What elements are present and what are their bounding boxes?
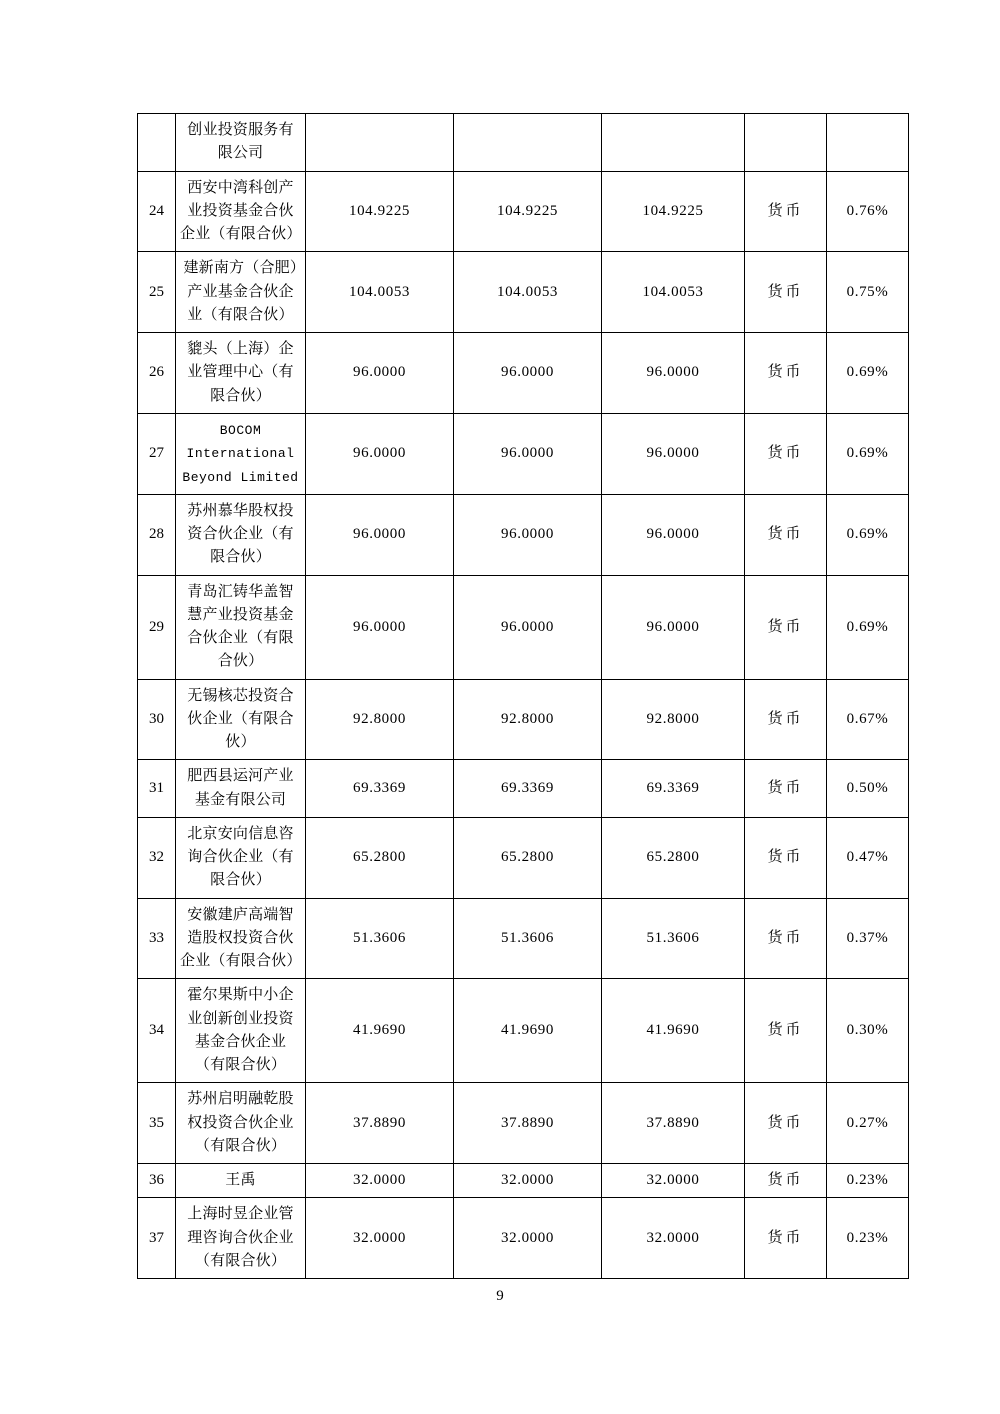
cell-subscribed-amount: 65.2800 [306, 817, 454, 898]
cell-amount: 96.0000 [602, 413, 745, 494]
cell-contribution-type: 货币 [745, 760, 827, 818]
cell-contribution-type: 货币 [745, 333, 827, 414]
cell-subscribed-amount [306, 114, 454, 172]
table-row [138, 252, 909, 333]
cell-subscribed-amount: 92.8000 [306, 679, 454, 760]
cell-amount: 104.0053 [602, 252, 745, 333]
cell-amount: 92.8000 [602, 679, 745, 760]
cell-amount: 104.9225 [602, 171, 745, 252]
cell-subscribed-amount: 41.9690 [306, 979, 454, 1083]
cell-name: 貔头（上海）企业管理中心（有限合伙） [176, 333, 306, 414]
cell-ownership-percent: 0.23% [827, 1198, 909, 1279]
cell-index: 26 [138, 333, 176, 414]
cell-index: 29 [138, 575, 176, 679]
cell-subscribed-amount: 96.0000 [306, 333, 454, 414]
cell-contribution-type: 货币 [745, 575, 827, 679]
cell-index: 32 [138, 817, 176, 898]
table-row [138, 494, 909, 575]
cell-name: 青岛汇铸华盖智慧产业投资基金合伙企业（有限合伙） [176, 575, 306, 679]
cell-name: 上海时昱企业管理咨询合伙企业（有限合伙） [176, 1198, 306, 1279]
cell-contribution-type: 货币 [745, 413, 827, 494]
cell-paid-amount: 96.0000 [454, 575, 602, 679]
cell-amount: 32.0000 [602, 1198, 745, 1279]
cell-index: 28 [138, 494, 176, 575]
cell-contribution-type: 货币 [745, 494, 827, 575]
cell-contribution-type [745, 114, 827, 172]
table-row [138, 171, 909, 252]
cell-name: 霍尔果斯中小企业创新创业投资基金合伙企业（有限合伙） [176, 979, 306, 1083]
cell-subscribed-amount: 96.0000 [306, 494, 454, 575]
cell-name: 建新南方（合肥）产业基金合伙企业（有限合伙） [176, 252, 306, 333]
table-row [138, 817, 909, 898]
cell-index: 24 [138, 171, 176, 252]
cell-subscribed-amount: 104.9225 [306, 171, 454, 252]
shareholder-table [137, 113, 909, 1279]
cell-contribution-type: 货币 [745, 979, 827, 1083]
cell-amount: 51.3606 [602, 898, 745, 979]
cell-ownership-percent: 0.37% [827, 898, 909, 979]
cell-paid-amount: 104.0053 [454, 252, 602, 333]
table-row [138, 1083, 909, 1164]
table-row [138, 760, 909, 818]
cell-index: 27 [138, 413, 176, 494]
cell-amount: 96.0000 [602, 494, 745, 575]
table-row [138, 898, 909, 979]
cell-index: 31 [138, 760, 176, 818]
cell-paid-amount: 37.8890 [454, 1083, 602, 1164]
table-row [138, 413, 909, 494]
cell-amount [602, 114, 745, 172]
table-row [138, 1198, 909, 1279]
cell-index: 30 [138, 679, 176, 760]
cell-amount: 37.8890 [602, 1083, 745, 1164]
cell-contribution-type: 货币 [745, 1164, 827, 1198]
cell-index: 35 [138, 1083, 176, 1164]
cell-index: 34 [138, 979, 176, 1083]
cell-paid-amount: 32.0000 [454, 1198, 602, 1279]
cell-paid-amount: 96.0000 [454, 413, 602, 494]
cell-subscribed-amount: 69.3369 [306, 760, 454, 818]
cell-amount: 32.0000 [602, 1164, 745, 1198]
cell-paid-amount: 65.2800 [454, 817, 602, 898]
cell-subscribed-amount: 96.0000 [306, 413, 454, 494]
cell-name: 王禹 [176, 1164, 306, 1198]
cell-amount: 96.0000 [602, 575, 745, 679]
cell-ownership-percent: 0.50% [827, 760, 909, 818]
cell-amount: 41.9690 [602, 979, 745, 1083]
cell-ownership-percent [827, 114, 909, 172]
cell-subscribed-amount: 104.0053 [306, 252, 454, 333]
cell-subscribed-amount: 51.3606 [306, 898, 454, 979]
cell-paid-amount: 32.0000 [454, 1164, 602, 1198]
cell-subscribed-amount: 96.0000 [306, 575, 454, 679]
cell-index: 37 [138, 1198, 176, 1279]
cell-contribution-type: 货币 [745, 1198, 827, 1279]
cell-ownership-percent: 0.76% [827, 171, 909, 252]
cell-paid-amount: 92.8000 [454, 679, 602, 760]
cell-ownership-percent: 0.69% [827, 333, 909, 414]
cell-amount: 65.2800 [602, 817, 745, 898]
table-row [138, 979, 909, 1083]
cell-name: 创业投资服务有限公司 [176, 114, 306, 172]
page-number: 9 [496, 1288, 504, 1304]
cell-index [138, 114, 176, 172]
cell-paid-amount: 96.0000 [454, 494, 602, 575]
cell-name: 无锡核芯投资合伙企业（有限合伙） [176, 679, 306, 760]
cell-paid-amount: 51.3606 [454, 898, 602, 979]
cell-name: BOCOM International Beyond Limited [176, 413, 306, 494]
cell-amount: 69.3369 [602, 760, 745, 818]
cell-paid-amount: 104.9225 [454, 171, 602, 252]
cell-name: 北京安向信息咨询合伙企业（有限合伙） [176, 817, 306, 898]
cell-contribution-type: 货币 [745, 898, 827, 979]
cell-name: 安徽建庐高端智造股权投资合伙企业（有限合伙） [176, 898, 306, 979]
table-row [138, 114, 909, 172]
cell-ownership-percent: 0.27% [827, 1083, 909, 1164]
table-body [138, 114, 909, 1279]
cell-ownership-percent: 0.30% [827, 979, 909, 1083]
cell-ownership-percent: 0.75% [827, 252, 909, 333]
cell-paid-amount: 69.3369 [454, 760, 602, 818]
cell-amount: 96.0000 [602, 333, 745, 414]
cell-index: 25 [138, 252, 176, 333]
cell-paid-amount [454, 114, 602, 172]
cell-index: 36 [138, 1164, 176, 1198]
table-row [138, 679, 909, 760]
cell-ownership-percent: 0.47% [827, 817, 909, 898]
cell-ownership-percent: 0.67% [827, 679, 909, 760]
cell-contribution-type: 货币 [745, 252, 827, 333]
cell-subscribed-amount: 37.8890 [306, 1083, 454, 1164]
cell-paid-amount: 96.0000 [454, 333, 602, 414]
cell-name: 西安中湾科创产业投资基金合伙企业（有限合伙） [176, 171, 306, 252]
cell-name: 肥西县运河产业基金有限公司 [176, 760, 306, 818]
cell-ownership-percent: 0.69% [827, 494, 909, 575]
cell-index: 33 [138, 898, 176, 979]
table-row [138, 1164, 909, 1198]
cell-name: 苏州慕华股权投资合伙企业（有限合伙） [176, 494, 306, 575]
cell-name: 苏州启明融乾股权投资合伙企业（有限合伙） [176, 1083, 306, 1164]
table-row [138, 333, 909, 414]
cell-paid-amount: 41.9690 [454, 979, 602, 1083]
cell-ownership-percent: 0.69% [827, 413, 909, 494]
cell-contribution-type: 货币 [745, 679, 827, 760]
cell-ownership-percent: 0.23% [827, 1164, 909, 1198]
cell-ownership-percent: 0.69% [827, 575, 909, 679]
cell-subscribed-amount: 32.0000 [306, 1164, 454, 1198]
cell-contribution-type: 货币 [745, 1083, 827, 1164]
cell-contribution-type: 货币 [745, 171, 827, 252]
cell-contribution-type: 货币 [745, 817, 827, 898]
cell-subscribed-amount: 32.0000 [306, 1198, 454, 1279]
table-row [138, 575, 909, 679]
